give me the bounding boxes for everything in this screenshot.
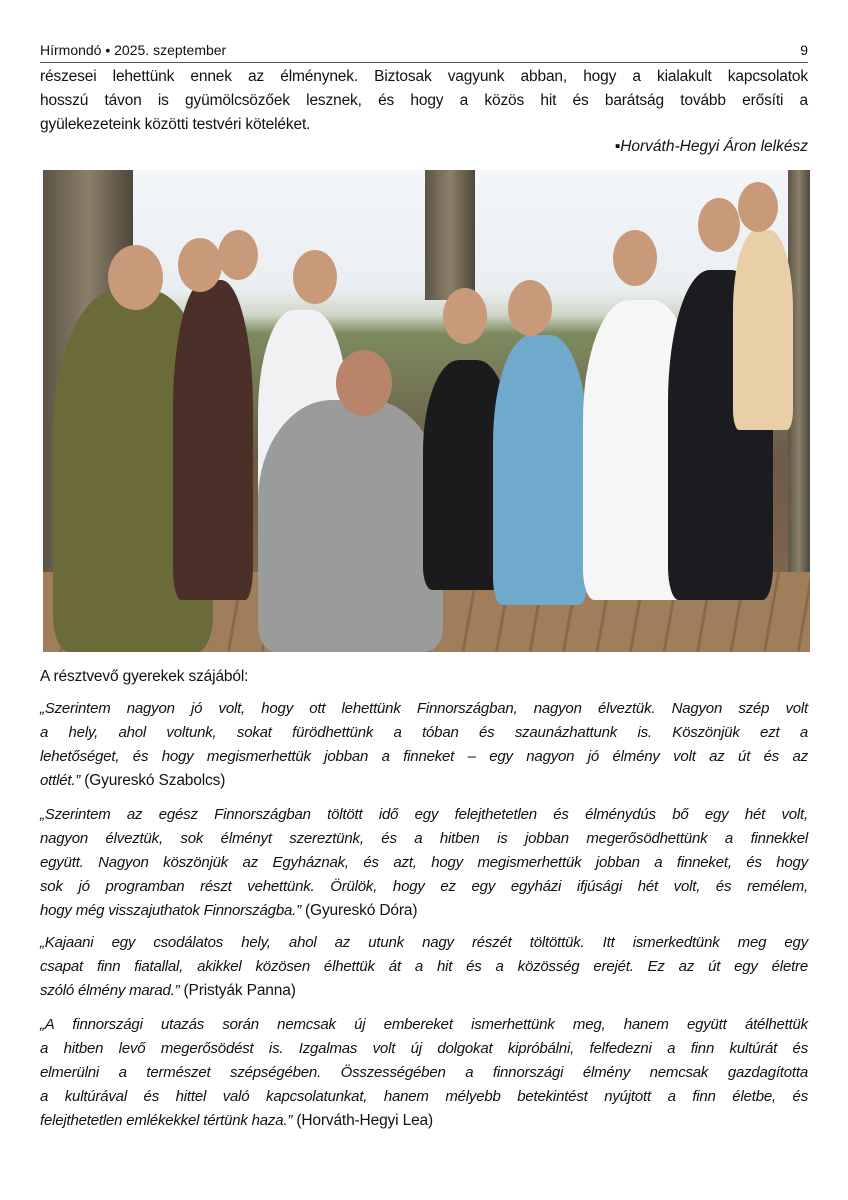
- header-rule: [40, 62, 808, 63]
- quote-line: a hely, ahol voltunk, sokat fürödhettünk a tóban és szaunázhattunk is. Köszönjük ezt a: [40, 724, 808, 741]
- quote-line: a hitben levő megerősödést is. Izgalmas volt új dolgokat kipróbálni, felfedezni a finn kultúrát és: [40, 1040, 808, 1057]
- quote-line: nagyon élveztük, sok élményt szereztünk, és a hitben is jobban megerősödhettünk a finnekkel: [40, 830, 808, 847]
- section-title-text: A résztvevő gyerekek szájából:: [40, 668, 249, 685]
- quote-4: [40, 1013, 808, 1133]
- intro-paragraph: [40, 65, 808, 137]
- signature: ▪Horváth-Hegyi Áron lelkész: [614, 138, 808, 155]
- text-line: gyülekezeteink közötti testvéri köteléket.: [40, 116, 311, 133]
- quote-2: [40, 803, 808, 923]
- running-header: [40, 42, 808, 58]
- quote-line: hogy még visszajuthatok Finnországba.”: [40, 902, 301, 919]
- header-title: Hírmondó • 2025. szeptember: [40, 42, 227, 58]
- page-number: 9: [800, 42, 808, 58]
- quote-line: együtt. Nagyon köszönjük az Egyháznak, és azt, hogy megismerhettük jobban a finneket, és hogy: [40, 854, 808, 871]
- quote-1: [40, 697, 808, 793]
- quote-line: sok jó programban részt vehettünk. Örülök, hogy ez egy egyházi ifjúsági hét volt, és remélem,: [40, 878, 808, 895]
- quote-author: (Pristyák Panna): [179, 982, 296, 999]
- section-title: [40, 665, 808, 689]
- group-photo: [43, 170, 810, 652]
- text-line: hosszú távon is gyümölcsözőek lesznek, és hogy a közös hit és barátság tovább erősíti a: [40, 92, 808, 109]
- quote-author: (Horváth-Hegyi Lea): [292, 1112, 434, 1129]
- quote-line: csapat finn fiatallal, akikkel közösen élhettük át a hit és a közösség erejét. Ez az út egy életre: [40, 958, 808, 975]
- quote-line: lehetőséget, és hogy megismerhettük jobban a finneket – egy nagyon jó élmény volt az út és az: [40, 748, 808, 765]
- quote-line: ottlét.”: [40, 772, 81, 789]
- quote-line: elmerülni a természet szépségében. Összességében a finnországi élmény nemcsak gazdagította: [40, 1064, 808, 1081]
- quote-author: (Gyureskó Dóra): [300, 902, 418, 919]
- quote-line: a kultúrával és hittel való kapcsolatunkat, hanem mélyebb betekintést nyújtott a finn életbe, és: [40, 1088, 808, 1105]
- quote-line: „A finnországi utazás során nemcsak új embereket ismerhettünk meg, hanem együtt átélhettük: [40, 1016, 808, 1033]
- quote-author: (Gyureskó Szabolcs): [80, 772, 226, 789]
- quote-line: „Szerintem nagyon jó volt, hogy ott lehettünk Finnországban, nagyon élveztük. Nagyon szép volt: [40, 700, 808, 717]
- quote-line: „Szerintem az egész Finnországban töltött idő egy felejthetetlen és élménydús bő egy hét volt,: [40, 806, 808, 823]
- text-line: részesei lehettünk ennek az élménynek. Biztosak vagyunk abban, hogy a kialakult kapcsolatok: [40, 68, 808, 85]
- quote-line: felejthetetlen emlékekkel tértünk haza.”: [40, 1112, 293, 1129]
- quote-line: „Kajaani egy csodálatos hely, ahol az utunk nagy részét töltöttük. Itt ismerkedtünk meg egy: [40, 934, 808, 951]
- quote-3: [40, 931, 808, 1003]
- quote-line: szóló élmény marad.”: [40, 982, 180, 999]
